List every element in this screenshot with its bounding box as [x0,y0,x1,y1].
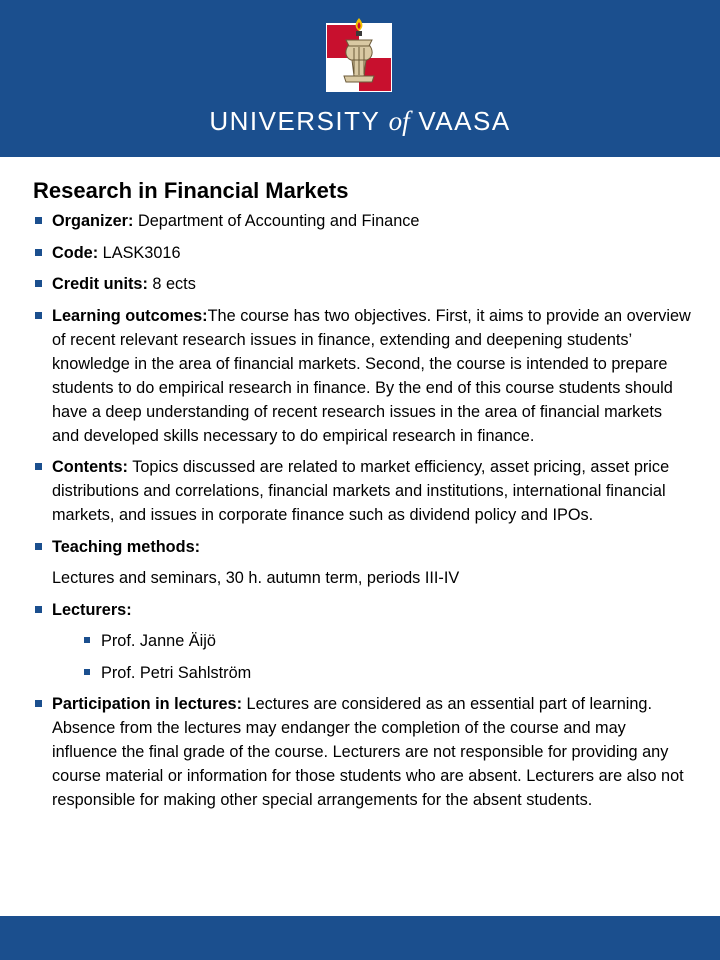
list-item-teaching-methods [33,535,693,559]
code-value: LASK3016 [102,243,181,262]
participation-label: Participation in lectures: [52,695,242,713]
contents-label: Contents: [52,458,128,476]
list-item-code [33,241,693,265]
credits-label: Credit units: [52,275,148,293]
organizer-value: Department of Accounting and Finance [137,212,420,230]
footer-bar [0,916,720,960]
lecturers-label: Lecturers: [52,600,132,619]
code-label: Code: [52,243,99,262]
list-item-learning-outcomes [33,304,693,448]
list-item-participation [33,692,693,812]
header-banner [0,0,720,157]
university-wordmark [0,106,720,137]
course-details-list-end [33,692,693,812]
teaching-label: Teaching methods: [52,537,201,556]
credits-value: 8 ects [152,275,196,293]
university-crest-icon [326,18,392,92]
list-item-organizer [33,209,693,233]
wordmark-of: of [388,106,410,136]
outcomes-label: Learning outcomes: [52,306,208,325]
participation-value: Lectures are considered as an essential part of learning. Absence from the lectures may endanger the completion of the course and may influence the final grade of the course. Lecturers are not responsible for providing any course material or information for those students who are absent. Lecturers are also not responsible for making other special arrangements for the absent students. [52,695,684,809]
lecturers-list [33,629,693,685]
list-item-credits [33,272,693,296]
wordmark-university: UNIVERSITY [209,106,380,136]
organizer-label: Organizer: [52,212,134,230]
lecturer-item: Prof. Janne Äijö [33,629,693,653]
lecturer-item: Prof. Petri Sahlström [33,661,693,685]
contents-value: Topics discussed are related to market efficiency, asset pricing, asset price distributions and correlations, financial markets and institutions, international financial markets, and issues in corporate finance such as dividend policy and IPOs. [52,458,670,524]
page-title: Research in Financial Markets [33,178,349,203]
course-details-list-cont [33,598,693,622]
teaching-value: Lectures and seminars, 30 h. autumn term, periods III-IV [52,569,460,587]
list-item-contents [33,455,693,527]
course-details-list [33,209,693,559]
outcomes-value: The course has two objectives. First, it aims to provide an overview of recent relevant research issues in finance, extending and deepening students’ knowledge in the area of financial markets. Second, the course is intended to prepare students to do empirical research in finance. By the end of this course students should have a deep understanding of recent research issues in the area of financial markets and developed skills necessary to do empirical research in finance. [52,306,691,445]
slide-content [33,178,693,820]
list-item-lecturers [33,598,693,622]
wordmark-vaasa: VAASA [418,106,511,136]
